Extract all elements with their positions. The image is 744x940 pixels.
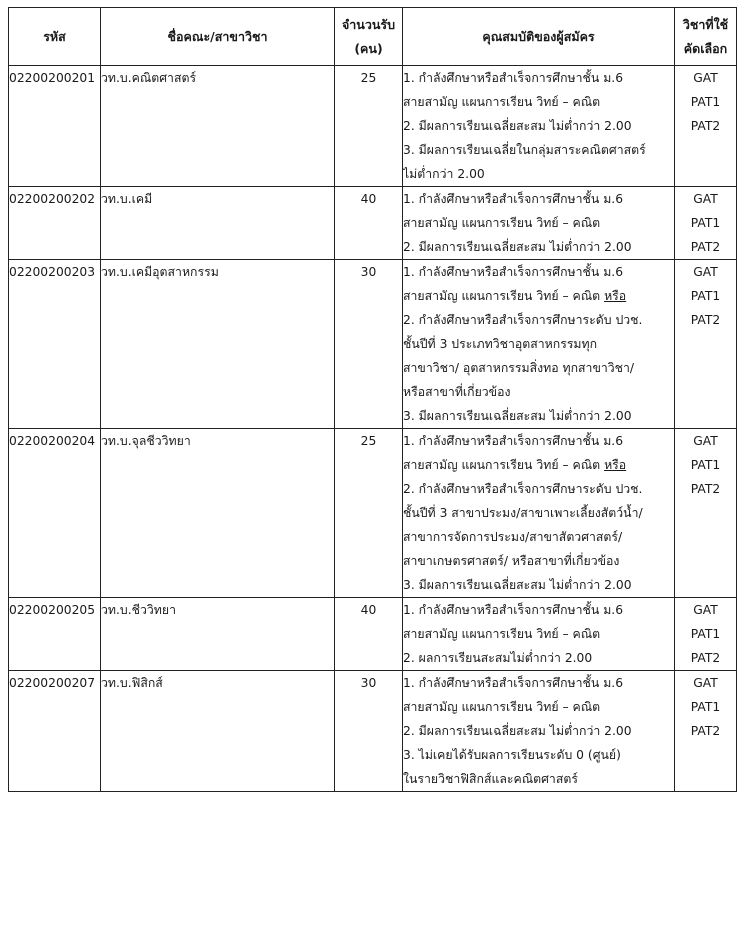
seats-count: 25 — [360, 71, 377, 85]
program-code-cell — [9, 429, 101, 598]
subject-name: PAT1 — [690, 289, 721, 303]
qualification-line — [403, 525, 674, 549]
qualifications-cell — [403, 671, 675, 792]
qualification-text: 2. มีผลการเรียนเฉลี่ยสะสม ไม่ต่ำกว่า 2.00 — [403, 724, 632, 738]
qualification-line — [403, 743, 674, 767]
qualification-text: 1. กำลังศึกษาหรือสำเร็จการศึกษาชั้น ม.6 — [403, 265, 624, 279]
qualification-text: สายสามัญ แผนการเรียน วิทย์ – คณิต — [403, 289, 601, 303]
qualification-text: 1. กำลังศึกษาหรือสำเร็จการศึกษาชั้น ม.6 — [403, 603, 624, 617]
header-subjects-line: วิชาที่ใช้ — [682, 16, 729, 32]
subjects-cell — [675, 671, 737, 792]
program-name-cell — [101, 187, 335, 260]
subject-name: PAT2 — [690, 651, 721, 665]
program-name-cell — [101, 260, 335, 429]
qualification-line — [403, 308, 674, 332]
subject-name: PAT2 — [690, 482, 721, 496]
qualification-line — [403, 284, 674, 308]
qualification-text: 3. มีผลการเรียนเฉลี่ยในกลุ่มสาระคณิตศาสตร์ — [403, 143, 646, 157]
qualifications-cell — [403, 260, 675, 429]
qualification-line — [403, 501, 674, 525]
qualification-text: 2. กำลังศึกษาหรือสำเร็จการศึกษาระดับ ปวช. — [403, 313, 643, 327]
program-code-cell — [9, 260, 101, 429]
admission-table — [8, 7, 737, 792]
program-name: วท.บ.จุลชีววิทยา — [101, 434, 191, 448]
qualification-text: สายสามัญ แผนการเรียน วิทย์ – คณิต — [403, 458, 601, 472]
qualification-line — [403, 114, 674, 138]
table-row — [9, 260, 737, 429]
subjects-cell — [675, 260, 737, 429]
qualification-line — [403, 66, 674, 90]
seats-cell — [335, 598, 403, 671]
table-row — [9, 66, 737, 187]
qualification-text: สายสามัญ แผนการเรียน วิทย์ – คณิต — [403, 216, 601, 230]
seats-cell — [335, 429, 403, 598]
or-connector: หรือ — [604, 458, 627, 472]
seats-count: 25 — [360, 434, 377, 448]
qualifications-cell — [403, 66, 675, 187]
subject-name: GAT — [693, 192, 718, 206]
header-qualifications: คุณสมบัติของผู้สมัคร — [403, 8, 675, 66]
qualification-text: 3. มีผลการเรียนเฉลี่ยสะสม ไม่ต่ำกว่า 2.00 — [403, 578, 632, 592]
table-row — [9, 187, 737, 260]
qualification-line — [403, 573, 674, 597]
qualification-line — [403, 211, 674, 235]
qualification-text: 2. ผลการเรียนสะสมไม่ต่ำกว่า 2.00 — [403, 651, 593, 665]
qualification-text: 3. ไม่เคยได้รับผลการเรียนระดับ 0 (ศูนย์) — [403, 748, 621, 762]
header-seats-line: จำนวนรับ — [341, 16, 396, 32]
qualification-line — [403, 429, 674, 453]
table-row — [9, 429, 737, 598]
qualification-text: 3. มีผลการเรียนเฉลี่ยสะสม ไม่ต่ำกว่า 2.00 — [403, 409, 632, 423]
table-row — [9, 598, 737, 671]
seats-cell — [335, 671, 403, 792]
program-name: วท.บ.ฟิสิกส์ — [101, 676, 163, 690]
program-name-cell — [101, 66, 335, 187]
program-name: วท.บ.เคมีอุตสาหกรรม — [101, 265, 219, 279]
qualification-line — [403, 162, 674, 186]
qualification-text: ในรายวิชาฟิสิกส์และคณิตศาสตร์ — [403, 772, 578, 786]
header-code: รหัส — [9, 8, 101, 66]
subject-name: PAT1 — [690, 95, 721, 109]
header-name: ชื่อคณะ/สาขาวิชา — [101, 8, 335, 66]
header-subjects — [675, 8, 737, 66]
qualification-line — [403, 549, 674, 573]
qualification-text: สาขาวิชา/ อุตสาหกรรมสิ่งทอ ทุกสาขาวิชา/ — [403, 361, 635, 375]
qualification-line — [403, 332, 674, 356]
qualification-line — [403, 671, 674, 695]
header-seats — [335, 8, 403, 66]
qualification-text: สายสามัญ แผนการเรียน วิทย์ – คณิต — [403, 95, 601, 109]
program-code-cell — [9, 598, 101, 671]
qualification-text: 2. กำลังศึกษาหรือสำเร็จการศึกษาระดับ ปวช. — [403, 482, 643, 496]
qualification-text: 2. มีผลการเรียนเฉลี่ยสะสม ไม่ต่ำกว่า 2.00 — [403, 240, 632, 254]
seats-cell — [335, 187, 403, 260]
qualification-text: ชั้นปีที่ 3 ประเภทวิชาอุตสาหกรรมทุก — [403, 337, 598, 351]
subject-name: PAT2 — [690, 240, 721, 254]
subjects-cell — [675, 187, 737, 260]
header-subjects-line: คัดเลือก — [683, 40, 728, 56]
seats-count: 40 — [360, 192, 377, 206]
header-row — [9, 8, 737, 66]
qualification-text: สายสามัญ แผนการเรียน วิทย์ – คณิต — [403, 627, 601, 641]
qualification-line — [403, 187, 674, 211]
qualification-text: ชั้นปีที่ 3 สาขาประมง/สาขาเพาะเลี้ยงสัตว์น้ำ/ — [403, 506, 643, 520]
subjects-cell — [675, 598, 737, 671]
subject-name: PAT1 — [690, 458, 721, 472]
qualification-line — [403, 138, 674, 162]
qualification-text: หรือสาขาที่เกี่ยวข้อง — [403, 385, 511, 399]
program-name: วท.บ.เคมี — [101, 192, 153, 206]
qualification-line — [403, 646, 674, 670]
program-name-cell — [101, 429, 335, 598]
seats-count: 30 — [360, 676, 377, 690]
qualification-text: สาขาเกษตรศาสตร์/ หรือสาขาที่เกี่ยวข้อง — [403, 554, 620, 568]
program-code: 02200200207 — [9, 676, 96, 690]
program-code-cell — [9, 187, 101, 260]
qualification-line — [403, 477, 674, 501]
qualification-text: สาขาการจัดการประมง/สาขาสัตวศาสตร์/ — [403, 530, 623, 544]
qualification-line — [403, 767, 674, 791]
subject-name: PAT1 — [690, 627, 721, 641]
subject-name: GAT — [693, 676, 718, 690]
program-name: วท.บ.คณิตศาสตร์ — [101, 71, 197, 85]
subject-name: GAT — [693, 265, 718, 279]
program-code-cell — [9, 66, 101, 187]
qualification-line — [403, 90, 674, 114]
qualifications-cell — [403, 598, 675, 671]
qualification-text: 1. กำลังศึกษาหรือสำเร็จการศึกษาชั้น ม.6 — [403, 71, 624, 85]
qualifications-cell — [403, 187, 675, 260]
program-code: 02200200201 — [9, 71, 96, 85]
program-code: 02200200204 — [9, 434, 96, 448]
qualification-line — [403, 622, 674, 646]
qualification-line — [403, 695, 674, 719]
subjects-cell — [675, 66, 737, 187]
seats-count: 40 — [360, 603, 377, 617]
program-name: วท.บ.ชีววิทยา — [101, 603, 177, 617]
subject-name: PAT2 — [690, 724, 721, 738]
program-code: 02200200202 — [9, 192, 96, 206]
subjects-cell — [675, 429, 737, 598]
qualification-text: 1. กำลังศึกษาหรือสำเร็จการศึกษาชั้น ม.6 — [403, 192, 624, 206]
program-code-cell — [9, 671, 101, 792]
qualification-line — [403, 598, 674, 622]
qualification-text: 1. กำลังศึกษาหรือสำเร็จการศึกษาชั้น ม.6 — [403, 676, 624, 690]
subject-name: PAT1 — [690, 700, 721, 714]
program-code: 02200200205 — [9, 603, 96, 617]
program-name-cell — [101, 598, 335, 671]
qualifications-cell — [403, 429, 675, 598]
seats-count: 30 — [360, 265, 377, 279]
seats-cell — [335, 260, 403, 429]
qualification-line — [403, 235, 674, 259]
qualification-text: 1. กำลังศึกษาหรือสำเร็จการศึกษาชั้น ม.6 — [403, 434, 624, 448]
qualification-line — [403, 719, 674, 743]
subject-name: PAT2 — [690, 313, 721, 327]
qualification-line — [403, 260, 674, 284]
program-name-cell — [101, 671, 335, 792]
subject-name: GAT — [693, 71, 718, 85]
header-seats-line: (คน) — [354, 40, 383, 56]
table-row — [9, 671, 737, 792]
program-code: 02200200203 — [9, 265, 96, 279]
subject-name: PAT1 — [690, 216, 721, 230]
subject-name: GAT — [693, 603, 718, 617]
subject-name: PAT2 — [690, 119, 721, 133]
qualification-line — [403, 453, 674, 477]
qualification-line — [403, 380, 674, 404]
qualification-text: 2. มีผลการเรียนเฉลี่ยสะสม ไม่ต่ำกว่า 2.00 — [403, 119, 632, 133]
seats-cell — [335, 66, 403, 187]
table-body — [9, 66, 737, 792]
qualification-line — [403, 356, 674, 380]
qualification-line — [403, 404, 674, 428]
qualification-text: สายสามัญ แผนการเรียน วิทย์ – คณิต — [403, 700, 601, 714]
or-connector: หรือ — [604, 289, 627, 303]
qualification-text: ไม่ต่ำกว่า 2.00 — [403, 167, 485, 181]
subject-name: GAT — [693, 434, 718, 448]
